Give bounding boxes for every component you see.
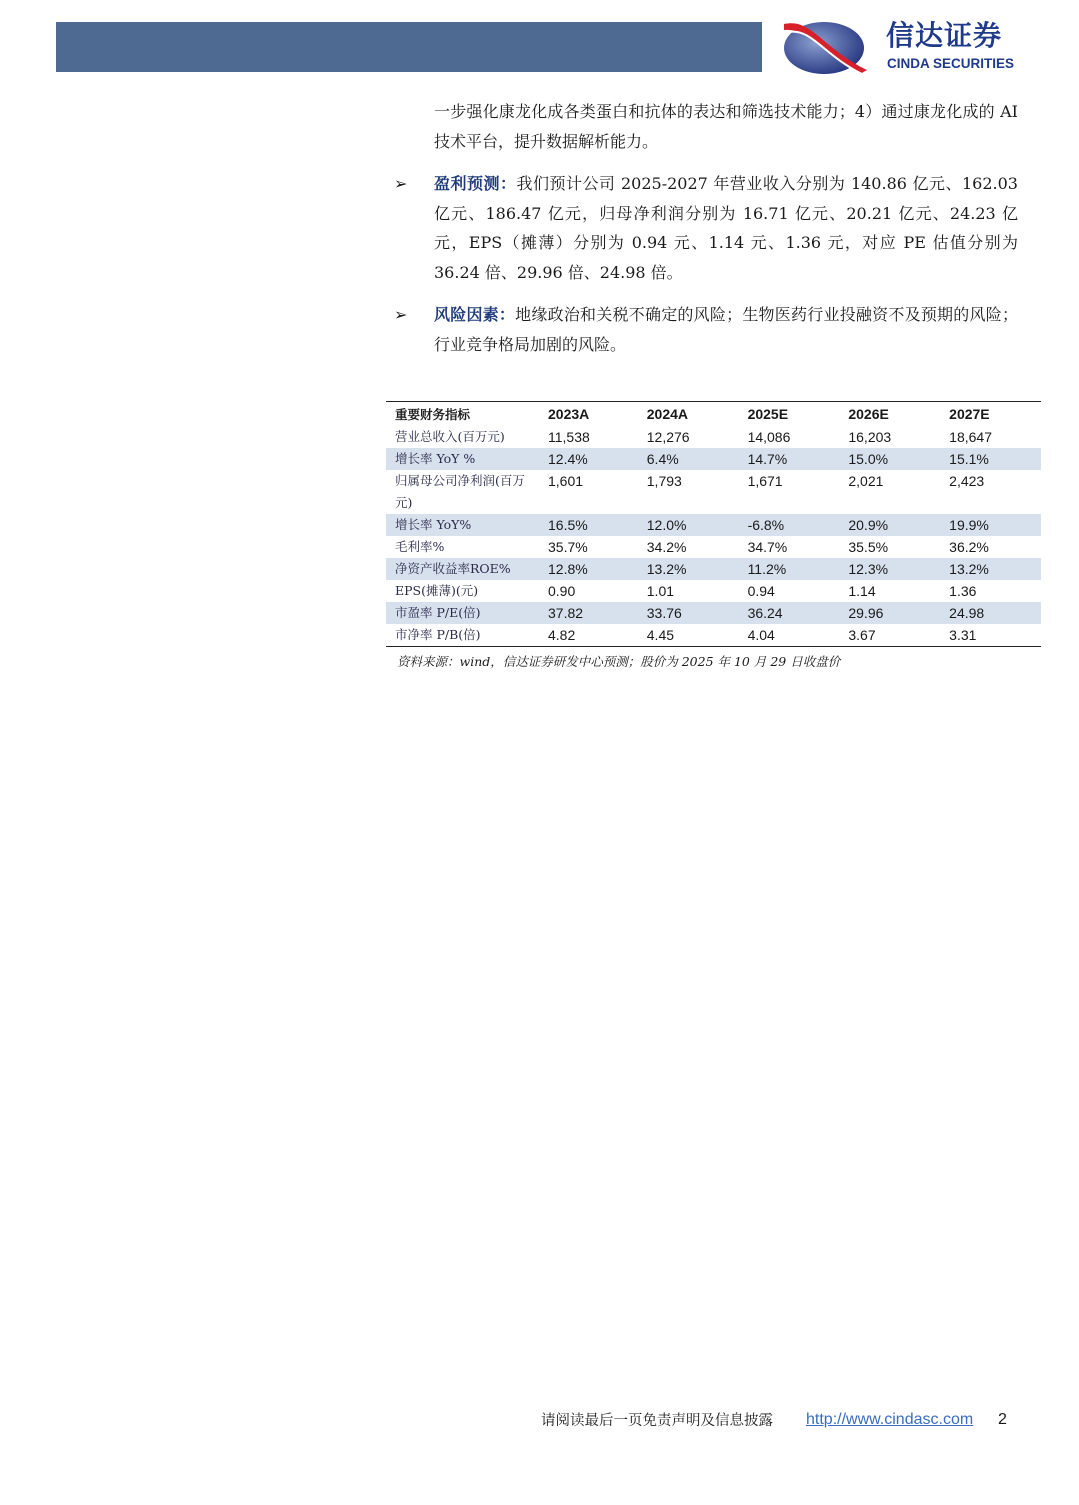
profit-forecast-text: 我们预计公司 2025-2027 年营业收入分别为 140.86 亿元、162.03 亿元、186.47 亿元，归母净利润分别为 16.71 亿元、20.21 亿元、24.23 亿元，EPS（摊薄）分别为 0.94 元、1.14 元、1.36 元，对应 PE 估值分别为 36.24 倍、29.96 倍、24.98 倍。 <box>434 174 1018 282</box>
table-cell: 36.24 <box>739 602 840 624</box>
row-label: 市盈率 P/E(倍) <box>386 602 539 624</box>
cinda-logo <box>782 18 1052 80</box>
table-row <box>386 426 1041 448</box>
table-cell: 11,538 <box>548 429 590 445</box>
row-label: 归属母公司净利润(百万元) <box>395 473 525 510</box>
logo-text-en: CINDA SECURITIES <box>887 56 1015 71</box>
table-cell: 13.2% <box>638 558 739 580</box>
table-cell: 0.94 <box>747 583 775 599</box>
header-bar <box>56 22 762 72</box>
table-cell: 12.0% <box>638 514 739 536</box>
header-cell: 2023A <box>548 406 590 422</box>
table-cell: 35.5% <box>848 539 889 555</box>
table-row <box>386 470 1041 514</box>
table-cell: 1,671 <box>747 473 783 489</box>
table-cell: 1.14 <box>848 583 876 599</box>
table-cell: 16,203 <box>848 429 892 445</box>
header-cell: 2025E <box>747 406 789 422</box>
bullet-arrow-icon: ➢ <box>394 305 408 324</box>
table-cell: 12.8% <box>539 558 638 580</box>
table-cell: 2,423 <box>949 473 985 489</box>
table-cell: 4.04 <box>747 627 775 643</box>
row-label: 增长率 YoY % <box>386 448 539 470</box>
table-cell: 29.96 <box>839 602 940 624</box>
page-number: 2 <box>998 1411 1007 1428</box>
logo-text-cn: 信达证券 <box>886 19 1003 52</box>
table-cell: 1.01 <box>646 583 675 599</box>
row-label: 增长率 YoY% <box>386 514 539 536</box>
table-cell: 1,793 <box>646 473 682 489</box>
table-source-note: 资料来源：wind，信达证券研发中心预测；股价为 2025 年 10 月 29 日收盘价 <box>397 654 841 669</box>
table-row <box>386 602 1041 624</box>
risk-text: 地缘政治和关税不确定的风险；生物医药行业投融资不及预期的风险；行业竞争格局加剧的风险。 <box>434 305 1018 354</box>
table-cell: 4.45 <box>646 627 675 643</box>
table-cell: 1.36 <box>949 583 977 599</box>
table-cell: 2,021 <box>848 473 884 489</box>
table-cell: 20.9% <box>839 514 940 536</box>
table-cell: 6.4% <box>638 448 739 470</box>
table-cell: 19.9% <box>940 514 1041 536</box>
table-cell: 24.98 <box>940 602 1041 624</box>
table-cell: 0.90 <box>548 583 576 599</box>
bullet-arrow-icon: ➢ <box>394 174 408 193</box>
risk-paragraph <box>386 300 1018 359</box>
table-cell: 3.67 <box>848 627 876 643</box>
table-cell: -6.8% <box>739 514 840 536</box>
table-cell: 36.2% <box>949 539 989 555</box>
table-cell: 18,647 <box>949 429 992 445</box>
table-cell: 33.76 <box>638 602 739 624</box>
row-label: 毛利率% <box>395 539 445 554</box>
header-cell: 2026E <box>848 406 889 422</box>
table-cell: 34.7% <box>747 539 788 555</box>
table-row <box>386 558 1041 580</box>
header-cell: 重要财务指标 <box>395 407 471 422</box>
table-cell: 4.82 <box>548 627 576 643</box>
table-cell: 37.82 <box>539 602 638 624</box>
table-cell: 12,276 <box>646 429 690 445</box>
footer-disclaimer: 请阅读最后一页免责声明及信息披露 <box>541 1413 773 1429</box>
table-cell: 1,601 <box>548 473 584 489</box>
table-cell: 15.1% <box>940 448 1041 470</box>
table-cell: 14,086 <box>747 429 791 445</box>
header-cell: 2027E <box>949 406 990 422</box>
table-cell: 3.31 <box>949 627 977 643</box>
table-cell: 35.7% <box>548 539 588 555</box>
table-row <box>386 624 1041 647</box>
row-label: 市净率 P/B(倍) <box>395 627 481 642</box>
logo-emblem-icon <box>782 18 872 76</box>
table-row <box>386 536 1041 558</box>
row-label: EPS(摊薄)(元) <box>395 583 479 598</box>
table-cell: 12.3% <box>839 558 940 580</box>
table-row <box>386 580 1041 602</box>
table-cell: 15.0% <box>839 448 940 470</box>
table-cell: 14.7% <box>739 448 840 470</box>
row-label: 净资产收益率ROE% <box>386 558 539 580</box>
table-row <box>386 448 1041 470</box>
table-cell: 34.2% <box>646 539 687 555</box>
footer-website-link[interactable]: http://www.cindasc.com <box>806 1411 974 1428</box>
table-header-row <box>386 402 1041 427</box>
table-cell: 13.2% <box>940 558 1041 580</box>
row-label: 营业总收入(百万元) <box>395 429 505 444</box>
table-cell: 16.5% <box>539 514 638 536</box>
financial-table <box>386 401 1041 647</box>
profit-forecast-paragraph <box>386 169 1018 287</box>
intro-paragraph: 一步强化康龙化成各类蛋白和抗体的表达和筛选技术能力；4）通过康龙化成的 AI 技术平台，提升数据解析能力。 <box>434 102 1018 151</box>
content-flow <box>386 97 1041 671</box>
risk-title: 风险因素： <box>434 305 516 324</box>
table-cell: 11.2% <box>739 558 840 580</box>
table-cell: 12.4% <box>539 448 638 470</box>
table-row <box>386 514 1041 536</box>
profit-forecast-title: 盈利预测： <box>434 174 517 193</box>
header-cell: 2024A <box>646 406 689 422</box>
